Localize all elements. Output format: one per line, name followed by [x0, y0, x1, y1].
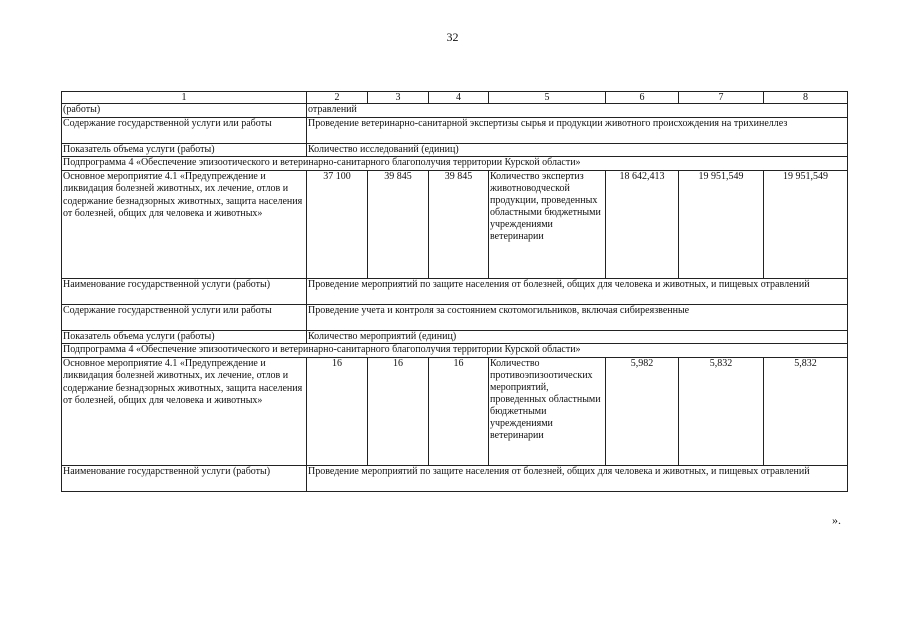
table-row — [62, 304, 848, 330]
column-header: 5 — [489, 92, 606, 104]
row-label: (работы) — [62, 104, 307, 118]
column-header: 6 — [606, 92, 679, 104]
value-cell: 37 100 — [307, 170, 368, 278]
column-header: 4 — [429, 92, 489, 104]
column-header: 8 — [764, 92, 848, 104]
row-text: Проведение мероприятий по защите населения от болезней, общих для человека и животных, и пищевых отравлений — [307, 465, 848, 491]
table-row — [62, 465, 848, 491]
value-cell: 16 — [368, 357, 429, 465]
table-row — [62, 104, 848, 118]
column-header: 2 — [307, 92, 368, 104]
value-cell: 39 845 — [368, 170, 429, 278]
subprogram-title: Подпрограмма 4 «Обеспечение эпизоотического и ветеринарно-санитарного благополучия территории Курской области» — [62, 344, 848, 358]
row-label: Содержание государственной услуги или работы — [62, 117, 307, 143]
row-label: Показатель объема услуги (работы) — [62, 330, 307, 344]
table-row — [62, 278, 848, 304]
row-label: Показатель объема услуги (работы) — [62, 143, 307, 157]
row-text: Проведение ветеринарно-санитарной экспертизы сырья и продукции животного происхождения на трихинеллез — [307, 117, 848, 143]
value-cell: 16 — [429, 357, 489, 465]
value-cell: 5,832 — [764, 357, 848, 465]
subprogram-row — [62, 344, 848, 358]
indicator-cell: Количество экспертиз животноводческой продукции, проведенных областными бюджетными учреждениями ветеринарии — [489, 170, 606, 278]
row-label: Наименование государственной услуги (работы) — [62, 465, 307, 491]
measure-row — [62, 170, 848, 278]
program-table — [61, 91, 848, 492]
row-text: Проведение учета и контроля за состоянием скотомогильников, включая сибиреязвенные — [307, 304, 848, 330]
value-cell: 19 951,549 — [679, 170, 764, 278]
measure-row — [62, 357, 848, 465]
header-row — [62, 92, 848, 104]
value-cell: 19 951,549 — [764, 170, 848, 278]
value-cell: 39 845 — [429, 170, 489, 278]
value-cell: 5,832 — [679, 357, 764, 465]
table-row — [62, 117, 848, 143]
row-label: Наименование государственной услуги (работы) — [62, 278, 307, 304]
value-cell: 5,982 — [606, 357, 679, 465]
page-number: 32 — [446, 30, 459, 44]
value-cell: 18 642,413 — [606, 170, 679, 278]
table-row — [62, 143, 848, 157]
subprogram-row — [62, 157, 848, 171]
row-text: Количество исследований (единиц) — [307, 143, 848, 157]
closing-mark: ». — [832, 513, 841, 527]
subprogram-title: Подпрограмма 4 «Обеспечение эпизоотического и ветеринарно-санитарного благополучия территории Курской области» — [62, 157, 848, 171]
row-text: Количество мероприятий (единиц) — [307, 330, 848, 344]
measure-label: Основное мероприятие 4.1 «Предупреждение и ликвидация болезней животных, их лечение, отлов и содержание безнадзорных животных, защита населения от болезней, общих для человека и животных» — [62, 170, 307, 278]
column-header: 1 — [62, 92, 307, 104]
row-text: отравлений — [307, 104, 848, 118]
column-header: 3 — [368, 92, 429, 104]
row-text: Проведение мероприятий по защите населения от болезней, общих для человека и животных, и пищевых отравлений — [307, 278, 848, 304]
column-header: 7 — [679, 92, 764, 104]
indicator-cell: Количество противоэпизоотических мероприятий, проведенных областными бюджетными учреждениями ветеринарии — [489, 357, 606, 465]
value-cell: 16 — [307, 357, 368, 465]
measure-label: Основное мероприятие 4.1 «Предупреждение и ликвидация болезней животных, их лечение, отлов и содержание безнадзорных животных, защита населения от болезней, общих для человека и животных» — [62, 357, 307, 465]
table-row — [62, 330, 848, 344]
row-label: Содержание государственной услуги или работы — [62, 304, 307, 330]
